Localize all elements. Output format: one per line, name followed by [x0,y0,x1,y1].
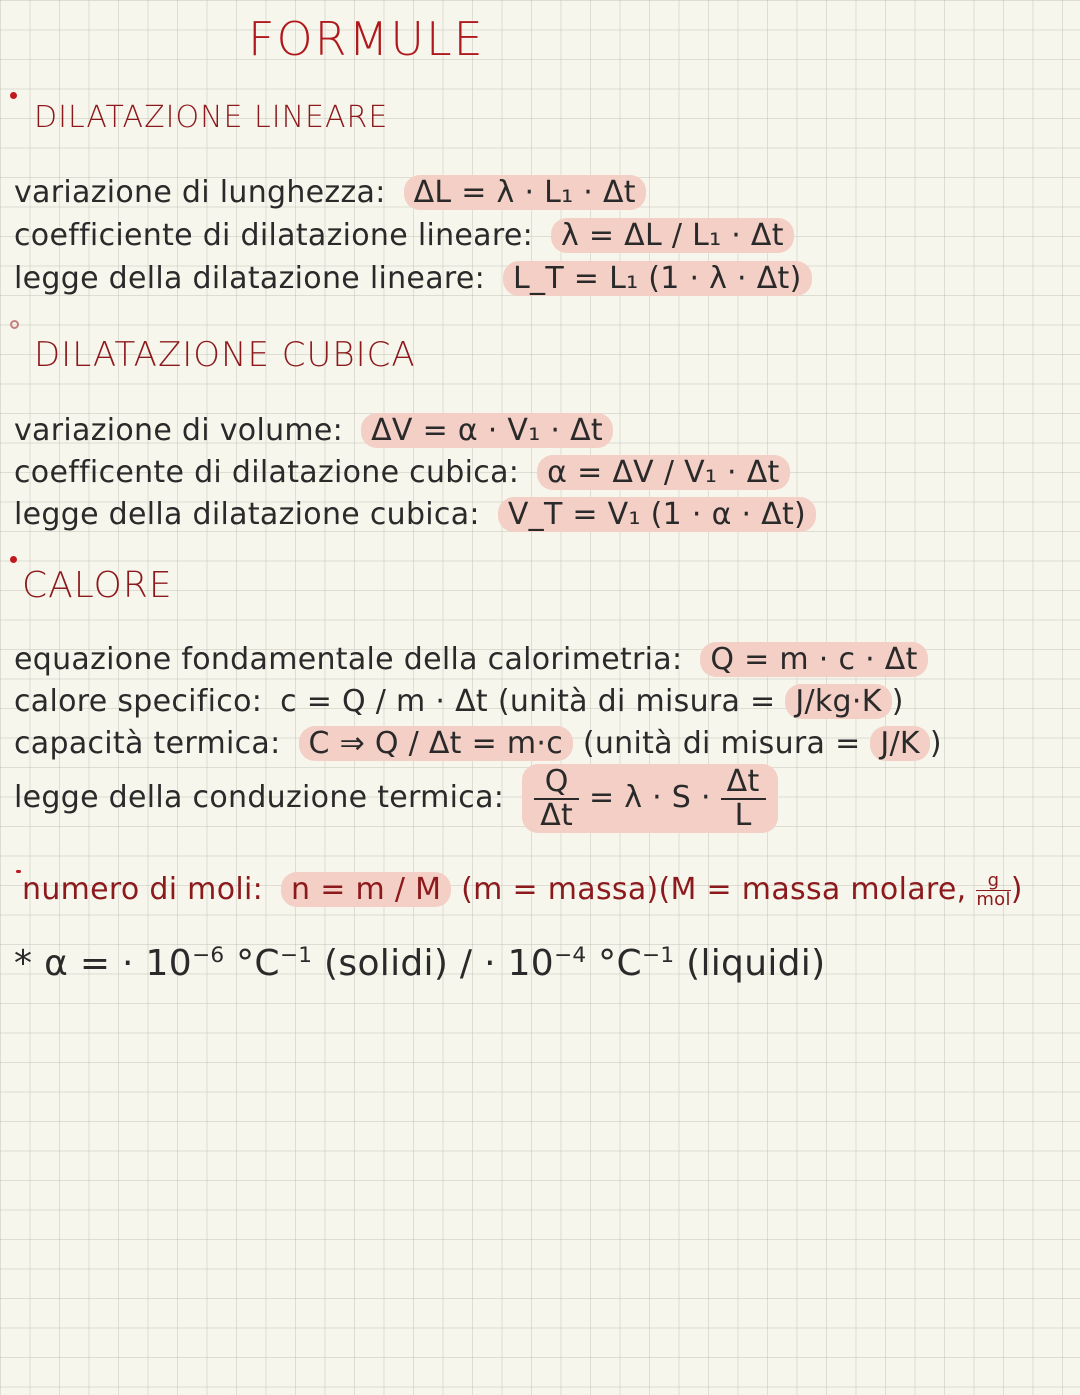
footnote-exponent: −4 [554,943,587,968]
formula-line [14,726,942,761]
fraction-denominator: L [734,797,752,833]
formula-middle: = λ · S · [588,780,711,815]
formula: V_T = V₁ (1 · α · Δt) [498,497,816,532]
moles-line [22,872,1023,909]
formula-line [14,497,816,532]
formula: λ = ΔL / L₁ · Δt [551,218,794,253]
moles-note-molar-prefix: (M = massa molare, [658,872,967,907]
footnote-exponent: −6 [191,943,225,968]
footnote-exponent: −1 [279,943,313,968]
bullet-dot [16,870,21,873]
formula-line [14,413,613,448]
formula-label: coefficiente di dilatazione lineare: [14,218,533,253]
formula: C ⇒ Q / Δt = m·c [299,726,574,761]
footnote-text: (solidi) / · 10 [312,943,554,984]
moles-formula: n = m / M [281,872,451,907]
formula: α = ΔV / V₁ · Δt [537,455,789,490]
unit-note-value: J/kg·K [785,684,891,719]
fraction [721,766,766,831]
moles-label: numero di moli: [22,872,264,907]
formula-label: coefficente di dilatazione cubica: [14,455,520,490]
formula: c = Q / m · Δt [280,684,488,719]
formula-line [14,455,790,490]
formula-label: variazione di volume: [14,413,344,448]
formula-line [14,764,778,833]
fraction-numerator: Δt [721,766,766,800]
formula-label: legge della conduzione termica: [14,780,505,815]
footnote-text: °C [586,943,642,984]
formula-line [14,261,812,296]
fraction-numerator: Q [534,766,579,800]
footnote-exponent: −1 [641,943,675,968]
formula-line [14,684,904,719]
footnote-text: (liquidi) [674,943,826,984]
formula: ΔV = α · V₁ · Δt [361,413,613,448]
unit-note-suffix: ) [891,684,904,719]
formula-label: capacità termica: [14,726,281,761]
formula: L_T = L₁ (1 · λ · Δt) [503,261,812,296]
bullet-dot [10,556,17,563]
section-heading-cubic: DILATAZIONE CUBICA [34,335,416,375]
unit-note-prefix: (unità di misura = [582,726,861,761]
section-heading-linear: DILATAZIONE LINEARE [34,100,389,135]
moles-note-molar-suffix: ) [1010,872,1023,907]
formula: Q = m · c · Δt [700,642,927,677]
formula-label: equazione fondamentale della calorimetria: [14,642,683,677]
footnote-text: °C [224,943,280,984]
molar-unit-fraction [976,872,1010,909]
footnote-text: α = · 10 [44,943,192,984]
formula-label: legge della dilatazione lineare: [14,261,486,296]
footnote-line [14,943,825,984]
unit-note-suffix: ) [929,726,942,761]
footnote-star: * [14,943,33,984]
page-title: FORMULE [248,12,485,66]
formula-line [14,218,794,253]
moles-note-mass: (m = massa) [461,872,659,907]
formula-line [14,175,646,210]
fraction [534,766,579,831]
section-heading-heat: CALORE [22,565,173,606]
formula: ΔL = λ · L₁ · Δt [404,175,646,210]
unit-note-value: J/K [870,726,930,761]
formula-label: variazione di lunghezza: [14,175,386,210]
fraction-denominator: Δt [540,797,574,833]
molar-unit-den: mol [976,889,1011,910]
formula-line [14,642,928,677]
formula-label: legge della dilatazione cubica: [14,497,480,532]
bullet-dot [10,320,19,329]
formula-label: calore specifico: [14,684,263,719]
molar-unit-num: g [976,872,1010,891]
unit-note-prefix: (unità di misura = [497,684,776,719]
formula [522,764,777,833]
bullet-dot [10,92,17,99]
